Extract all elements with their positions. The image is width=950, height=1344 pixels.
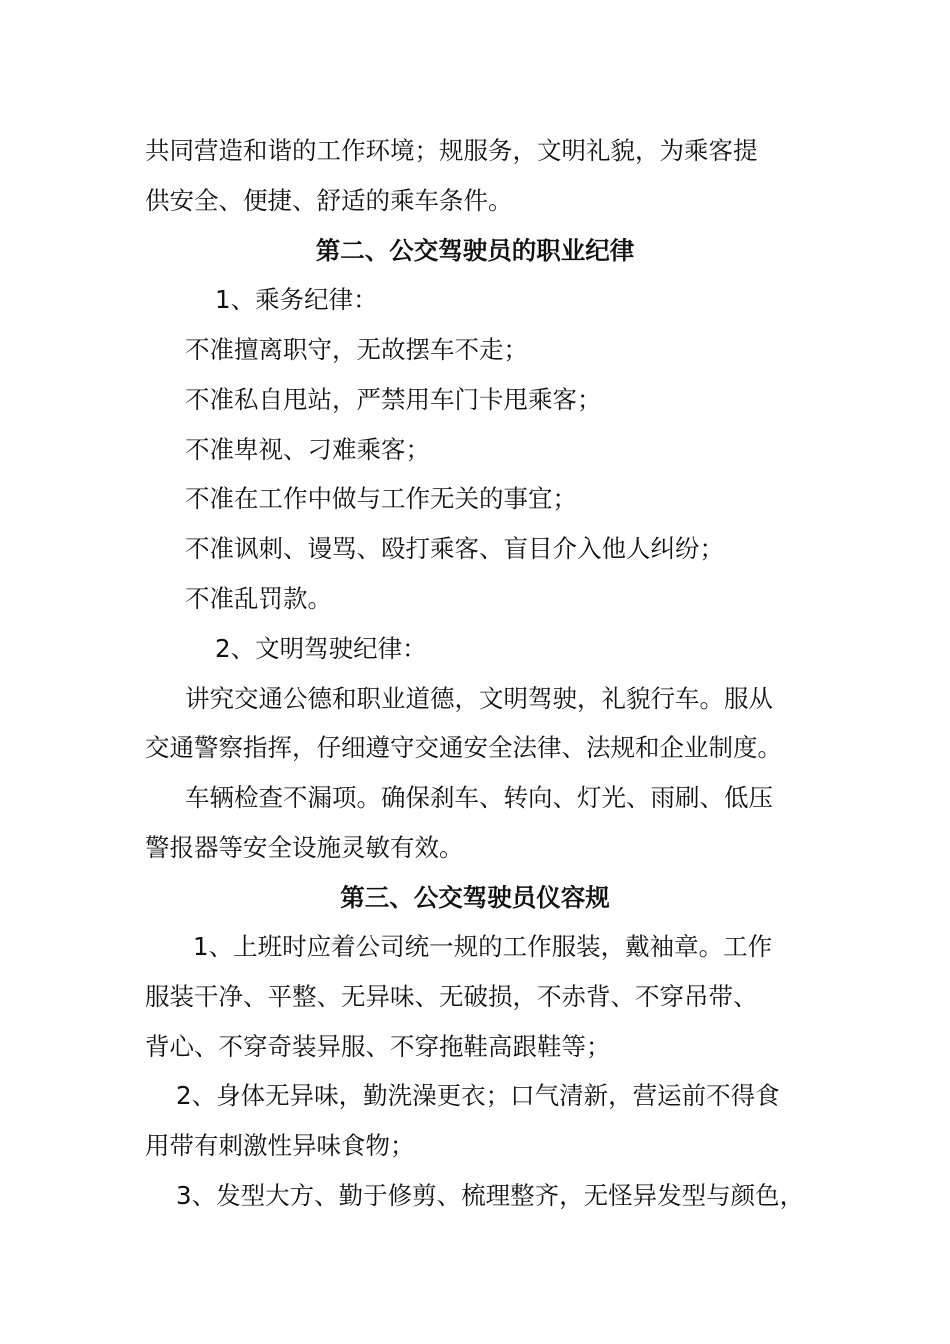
- paragraph-line: 警报器等安全设施灵敏有效。: [145, 833, 464, 862]
- rule-item: 不准私自甩站，严禁用车门卡甩乘客；: [185, 385, 602, 414]
- paragraph-line: 用带有刺激性异味食物；: [145, 1131, 415, 1160]
- paragraph-line: 2、身体无异味，勤洗澡更衣；口气清新，营运前不得食: [176, 1081, 780, 1110]
- rule-item: 不准擅离职守，无故摆车不走；: [185, 335, 528, 364]
- paragraph-line: 服装干净、平整、无异味、无破损，不赤背、不穿吊带、: [145, 982, 758, 1011]
- subsection-title: 1、乘务纪律：: [215, 285, 378, 314]
- subsection-title: 2、文明驾驶纪律：: [215, 634, 427, 663]
- paragraph-line: 3、发型大方、勤于修剪、梳理整齐，无怪异发型与颜色，: [176, 1181, 805, 1210]
- paragraph-line: 车辆检查不漏项。确保刹车、转向、灯光、雨刷、低压: [185, 783, 773, 812]
- paragraph-line: 1、上班时应着公司统一规的工作服装，戴袖章。工作: [193, 932, 773, 961]
- paragraph-line: 供安全、便捷、舒适的乘车条件。: [145, 186, 513, 215]
- rule-item: 不准在工作中做与工作无关的事宜；: [185, 484, 577, 513]
- paragraph-line: 共同营造和谐的工作环境；规服务，文明礼貌，为乘客提: [145, 136, 758, 165]
- rule-item: 不准讽刺、谩骂、殴打乘客、盲目介入他人纠纷；: [185, 534, 724, 563]
- section-heading: 第三、公交驾驶员仪容规: [340, 883, 610, 912]
- rule-item: 不准乱罚款。: [185, 584, 332, 613]
- paragraph-line: 背心、不穿奇装异服、不穿拖鞋高跟鞋等；: [145, 1032, 611, 1061]
- paragraph-line: 讲究交通公德和职业道德，文明驾驶，礼貌行车。服从: [185, 684, 773, 713]
- section-heading: 第二、公交驾驶员的职业纪律: [315, 236, 635, 265]
- rule-item: 不准卑视、刁难乘客；: [185, 435, 430, 464]
- paragraph-line: 交通警察指挥，仔细遵守交通安全法律、法规和企业制度。: [145, 733, 782, 762]
